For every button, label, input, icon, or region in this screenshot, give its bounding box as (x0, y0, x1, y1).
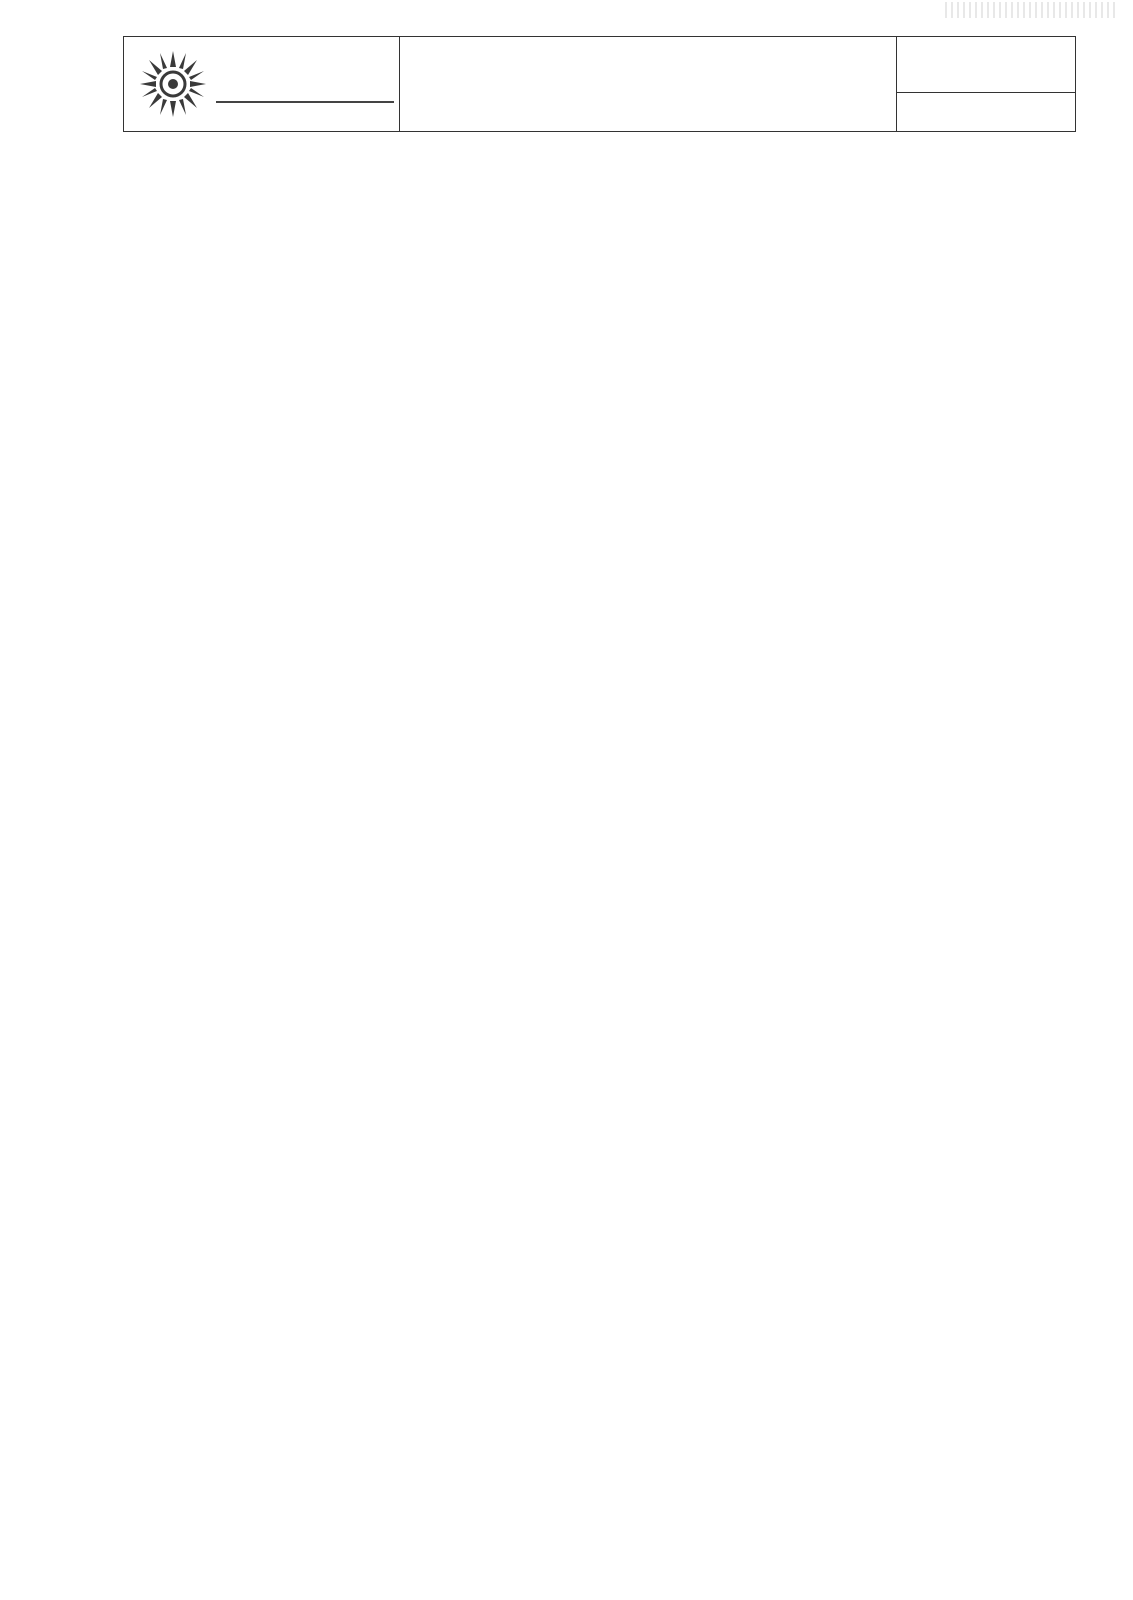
document-body (118, 160, 1058, 162)
document-title (400, 37, 897, 131)
document-header (123, 36, 1076, 132)
company-emblem-icon (138, 47, 208, 117)
document-code-block (897, 37, 1075, 131)
logo-divider (216, 101, 394, 103)
access-level (897, 93, 1075, 131)
document-code (897, 37, 1075, 93)
company-logo-block (124, 37, 400, 131)
scan-marks (945, 2, 1115, 18)
